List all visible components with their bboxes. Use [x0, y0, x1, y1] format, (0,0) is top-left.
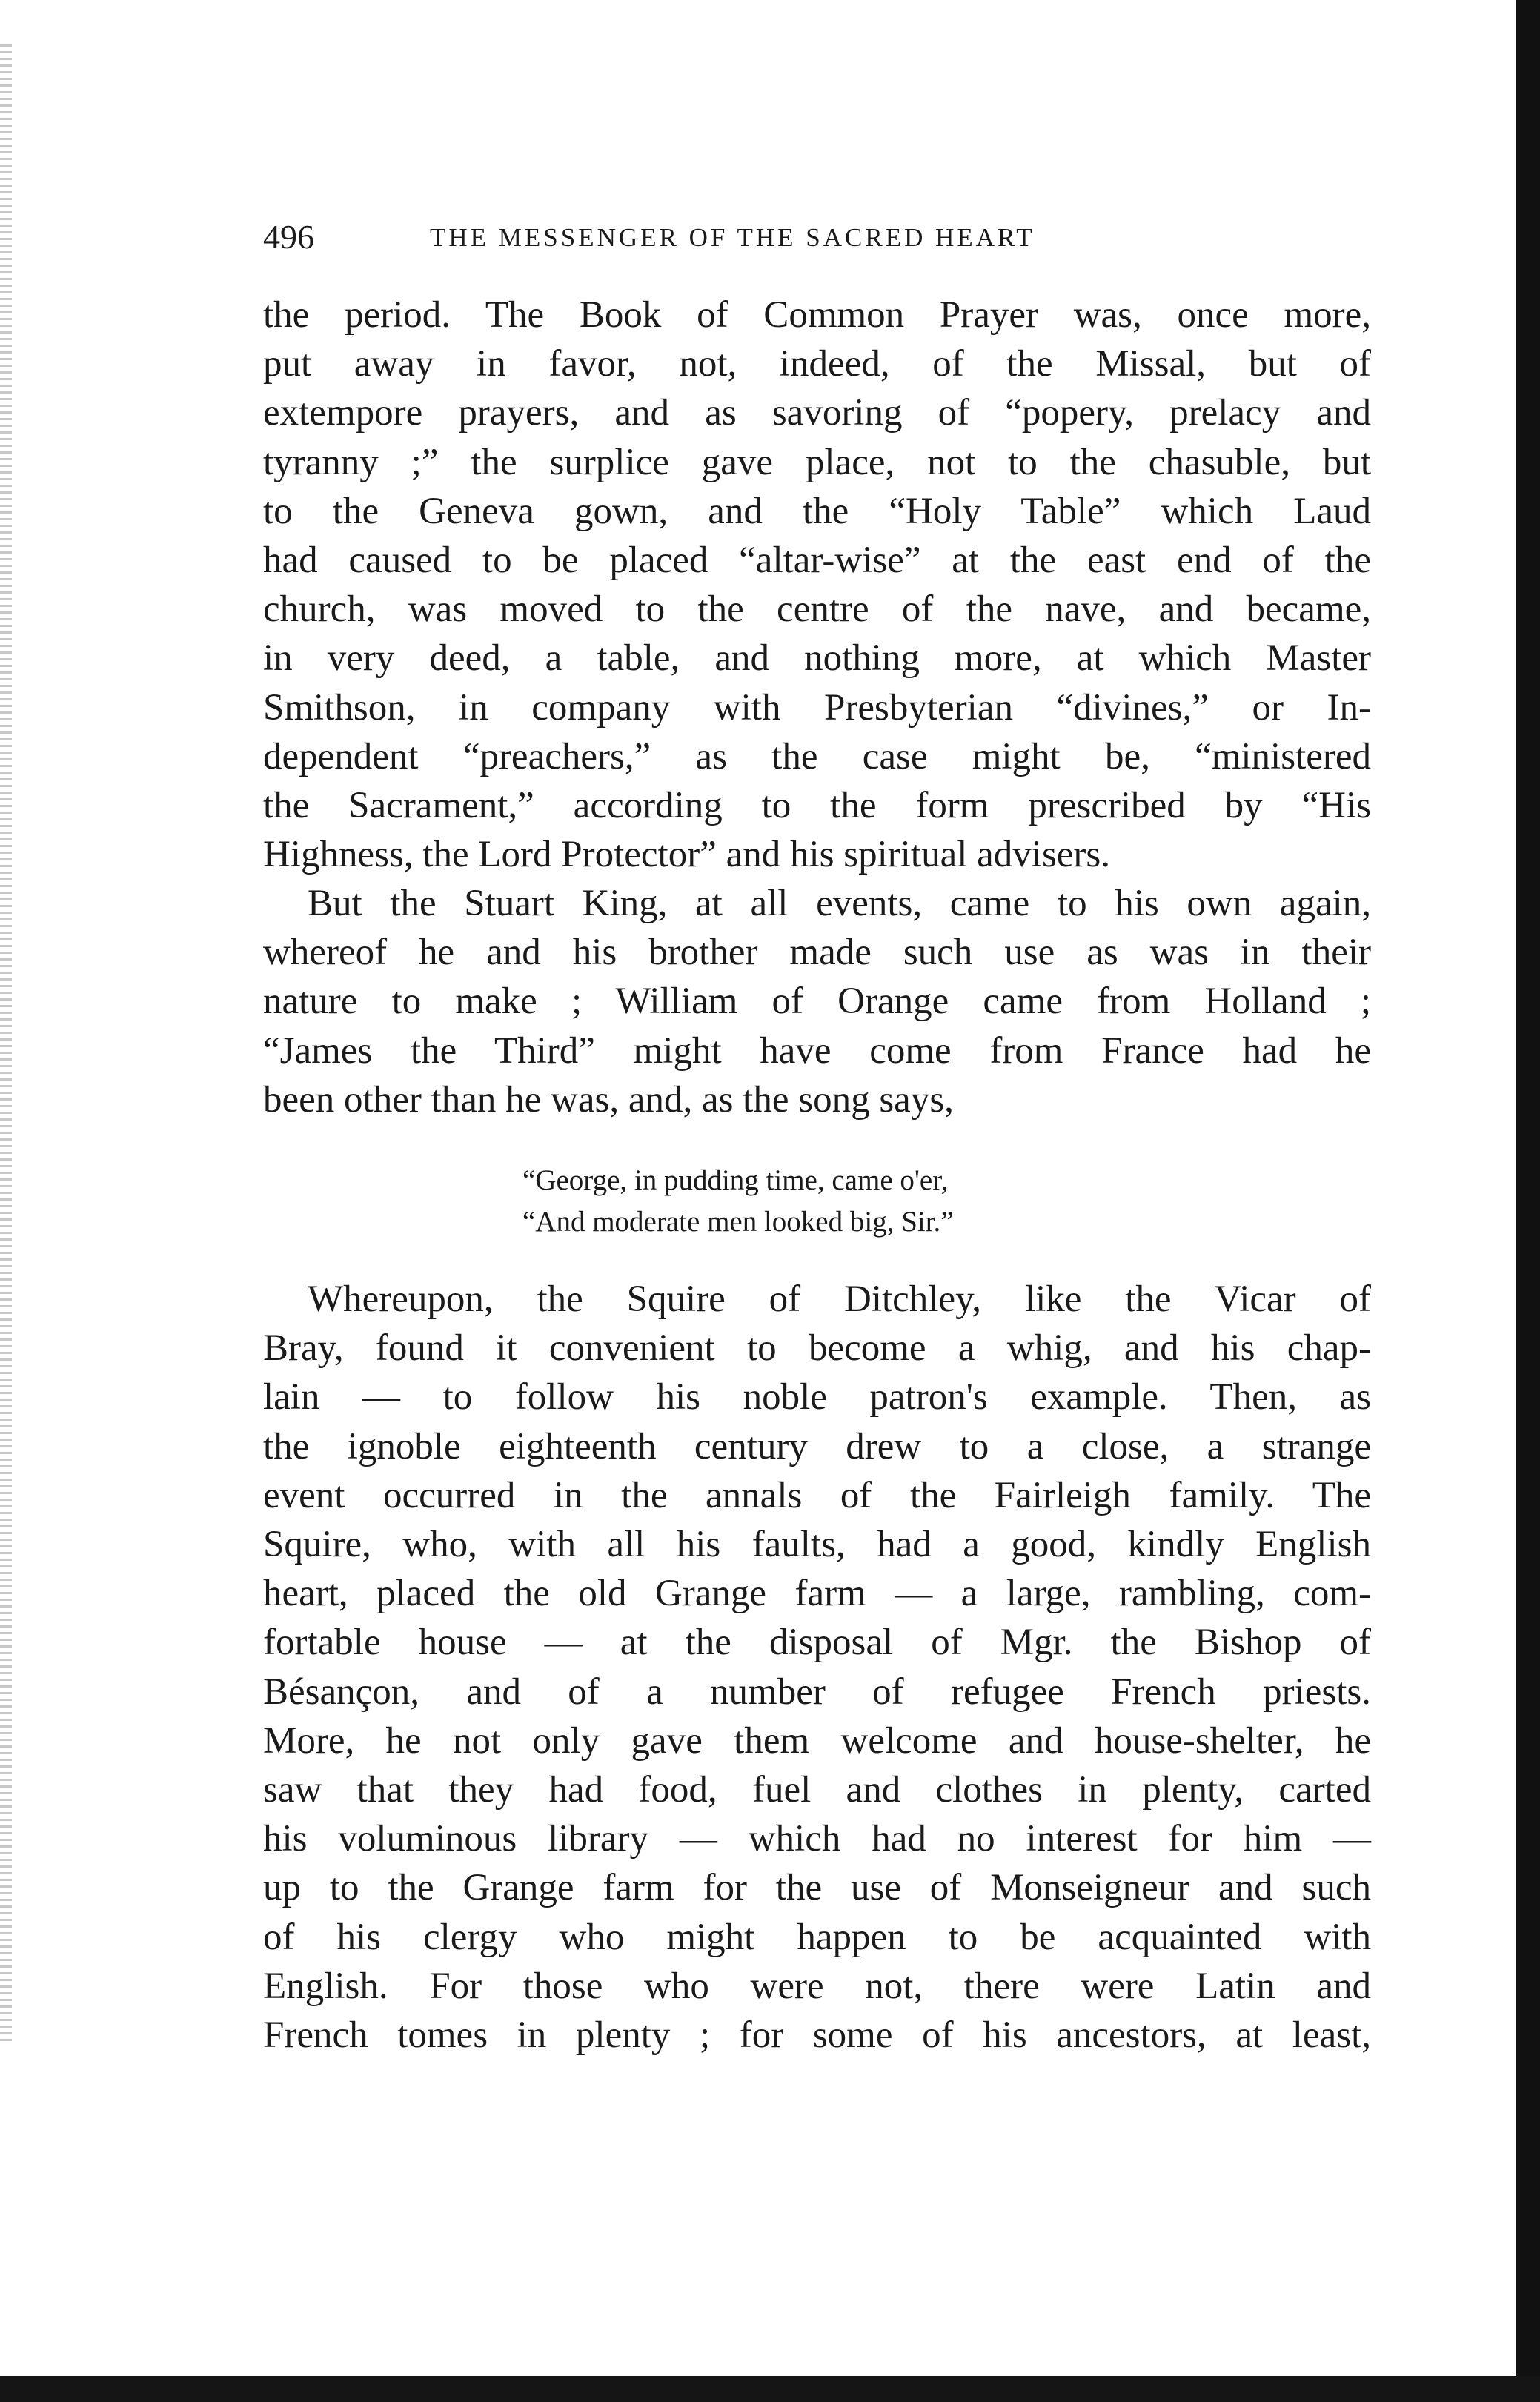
text-line: of his clergy who might happen to be acquainted with — [263, 1916, 1371, 1958]
text-line: in very deed, a table, and nothing more, at which Master — [263, 637, 1371, 680]
scan-right-border — [1516, 0, 1540, 2402]
text-line: Highness, the Lord Protector” and his spiritual advisers. — [263, 834, 1111, 876]
text-line: saw that they had food, fuel and clothes in plenty, carted — [263, 1769, 1371, 1811]
text-line: French tomes in plenty ; for some of his ancestors, at least, — [263, 2014, 1371, 2057]
text-line: heart, placed the old Grange farm — a large, rambling, com- — [263, 1573, 1371, 1615]
text-line: lain — to follow his noble patron's example. Then, as — [263, 1376, 1371, 1419]
text-line: Smithson, in company with Presbyterian “divines,” or In- — [263, 686, 1371, 729]
text-line: whereof he and his brother made such use as was in their — [263, 932, 1371, 974]
text-line: nature to make ; William of Orange came from Holland ; — [263, 981, 1371, 1023]
page-header — [263, 216, 1219, 258]
paragraph-1 — [263, 291, 1371, 879]
text-line: tyranny ;” the surplice gave place, not to the chasuble, but — [263, 441, 1371, 483]
text-line: More, he not only gave them welcome and house-shelter, he — [263, 1719, 1371, 1762]
verse-line: “And moderate men looked big, Sir.” — [522, 1206, 954, 1238]
verse-quote — [522, 1160, 954, 1243]
text-line: “James the Third” might have come from France had he — [263, 1029, 1371, 1072]
paragraph-3 — [263, 1275, 1371, 2060]
text-line: put away in favor, not, indeed, of the Missal, but of — [263, 343, 1371, 385]
text-line: fortable house — at the disposal of Mgr. the Bishop of — [263, 1622, 1371, 1664]
text-line: event occurred in the annals of the Fairleigh family. The — [263, 1474, 1371, 1516]
verse-line: “George, in pudding time, came o'er, — [522, 1164, 949, 1196]
scan-left-edge — [0, 44, 12, 2046]
text-line: extempore prayers, and as savoring of “popery, prelacy and — [263, 392, 1371, 434]
page-number: 496 — [263, 218, 314, 256]
text-line: his voluminous library — which had no interest for him — — [263, 1818, 1371, 1860]
text-line: dependent “preachers,” as the case might be, “ministered — [263, 735, 1371, 777]
paragraph-2 — [263, 879, 1371, 1124]
scan-bottom-border — [0, 2376, 1540, 2402]
text-line: up to the Grange farm for the use of Monseigneur and such — [263, 1867, 1371, 1909]
text-line: had caused to be placed “altar-wise” at the east end of the — [263, 540, 1371, 582]
text-line: the ignoble eighteenth century drew to a close, a strange — [263, 1425, 1371, 1467]
running-head: THE MESSENGER OF THE SACRED HEART — [430, 223, 1035, 252]
text-line: Whereupon, the Squire of Ditchley, like the Vicar of — [308, 1278, 1371, 1320]
text-line: English. For those who were not, there were Latin and — [263, 1965, 1371, 2007]
text-line: been other than he was, and, as the song says, — [263, 1078, 954, 1121]
text-line: the Sacrament,” according to the form prescribed by “His — [263, 785, 1371, 827]
text-line: Bésançon, and of a number of refugee French priests. — [263, 1671, 1371, 1713]
text-line: church, was moved to the centre of the nave, and became, — [263, 588, 1371, 631]
text-line: Squire, who, with all his faults, had a good, kindly English — [263, 1524, 1371, 1566]
text-line: But the Stuart King, at all events, came to his own again, — [308, 883, 1371, 924]
text-line: to the Geneva gown, and the “Holy Table” which Laud — [263, 490, 1371, 532]
text-line: Bray, found it convenient to become a whig, and his chap- — [263, 1327, 1371, 1370]
text-line: the period. The Book of Common Prayer was, once more, — [263, 294, 1371, 336]
